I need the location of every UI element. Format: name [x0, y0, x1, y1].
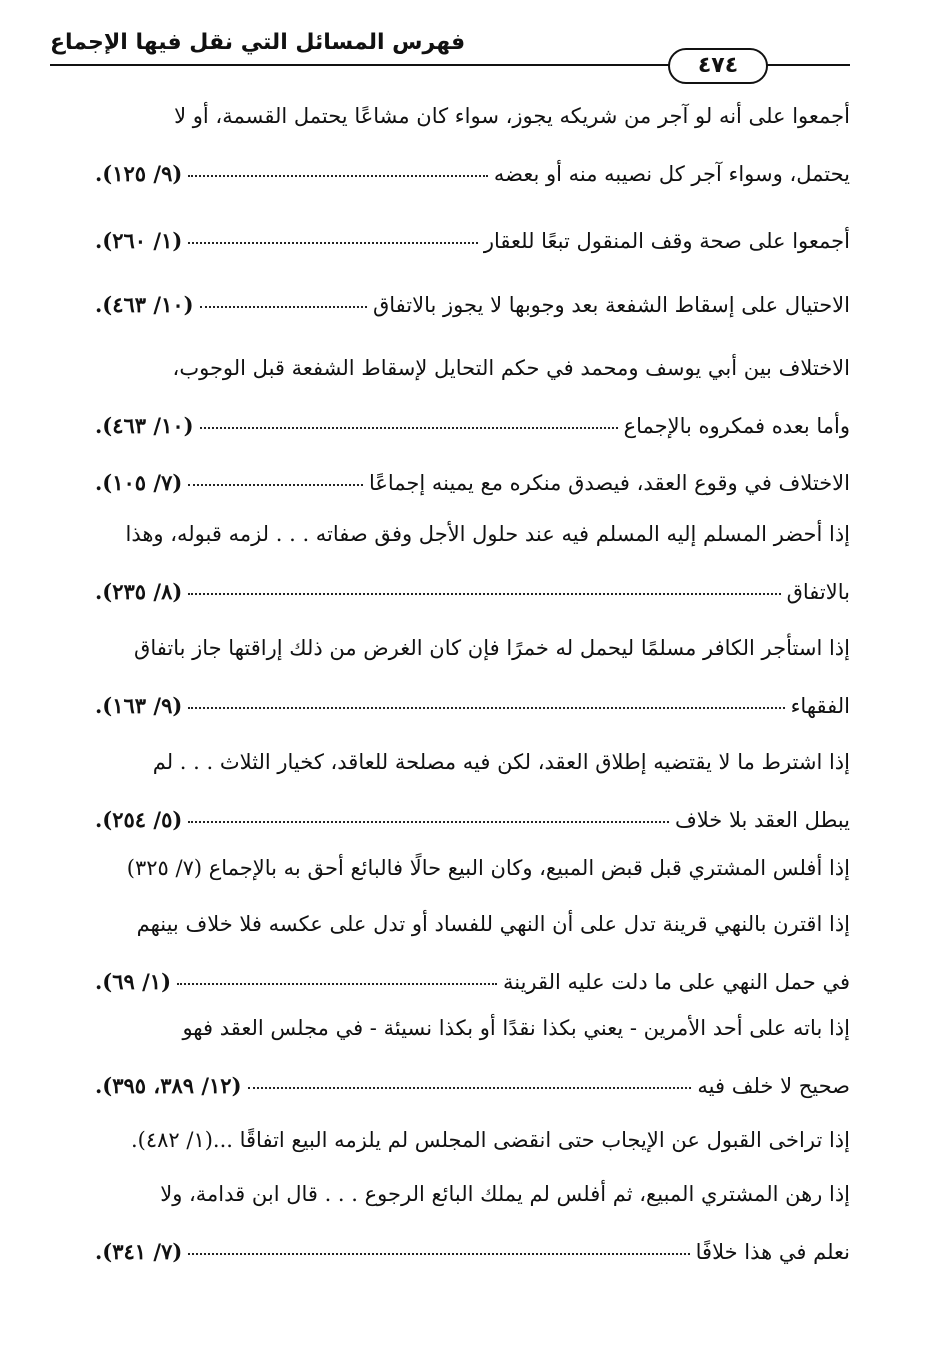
dotted-leader — [248, 1087, 692, 1089]
entry-text: إذا اقترن بالنهي قرينة تدل على أن النهي للفساد أو تدل على عكسه فلا خلاف بينهم — [136, 912, 850, 936]
entry-text: نعلم في هذا خلافًا — [695, 1240, 850, 1264]
dotted-leader — [188, 175, 488, 177]
entry-text: الاختلاف في وقوع العقد، فيصدق منكره مع يمينه إجماعًا — [368, 471, 850, 495]
entry-line — [95, 468, 850, 498]
entry-text: أجمعوا على صحة وقف المنقول تبعًا للعقار — [483, 229, 850, 253]
entry-line — [95, 290, 850, 320]
entry-line — [95, 354, 850, 383]
dotted-leader — [177, 983, 497, 985]
entry-line — [95, 910, 850, 939]
volume-page-reference: (١/ ٦٩). — [95, 969, 172, 994]
entry-line — [95, 577, 850, 607]
entry-text: الفقهاء — [790, 694, 850, 718]
entry-line — [95, 102, 850, 131]
entry-text: صحيح لا خلف فيه — [697, 1074, 850, 1098]
entry-line — [95, 520, 850, 549]
entry-line — [95, 967, 850, 997]
entry-text: بالاتفاق — [786, 580, 850, 604]
header-title: فهرس المسائل التي نقل فيها الإجماع — [50, 30, 466, 55]
dotted-leader — [200, 427, 618, 429]
dotted-leader — [188, 1253, 689, 1255]
dotted-leader — [188, 707, 784, 709]
entry-line — [95, 1180, 850, 1209]
entry-line — [95, 634, 850, 663]
entry-text: يبطل العقد بلا خلاف — [674, 808, 850, 832]
entry-line — [95, 748, 850, 777]
entry-line — [95, 226, 850, 256]
entry-line — [95, 805, 850, 835]
dotted-leader — [188, 242, 478, 244]
entry-text: إذا أحضر المسلم إليه المسلم فيه عند حلول الأجل وفق صفاته . . . لزمه قبوله، وهذا — [125, 522, 850, 546]
entry-text: إذا استأجر الكافر مسلمًا ليحمل له خمرًا فإن كان الغرض من ذلك إراقتها جاز باتفاق — [134, 636, 850, 660]
volume-page-reference: (١/ ٢٦٠). — [95, 228, 183, 253]
volume-page-reference: (١٢/ ٣٨٩، ٣٩٥). — [95, 1073, 242, 1098]
entry-text: إذا رهن المشتري المبيع، ثم أفلس لم يملك البائع الرجوع . . . قال ابن قدامة، ولا — [160, 1182, 850, 1206]
entry-text: وأما بعده فمكروه بالإجماع — [623, 414, 850, 438]
volume-page-reference: (٧/ ١٠٥). — [95, 470, 183, 495]
dotted-leader — [188, 593, 780, 595]
entry-line — [95, 1014, 850, 1043]
dotted-leader — [188, 821, 669, 823]
entry-text: الاحتيال على إسقاط الشفعة بعد وجوبها لا يجوز بالاتفاق — [372, 293, 850, 317]
entry-text: إذا تراخى القبول عن الإيجاب حتى انقضى المجلس لم يلزمه البيع اتفاقًا ...(١/ ٤٨٢). — [130, 1128, 850, 1152]
entry-text: يحتمل، وسواء آجر كل نصيبه منه أو بعضه — [493, 162, 850, 186]
entry-text: إذا اشترط ما لا يقتضيه إطلاق العقد، لكن فيه مصلحة للعاقد، كخيار الثلاث . . . لم — [152, 750, 850, 774]
entry-line — [95, 1237, 850, 1267]
dotted-leader — [200, 306, 367, 308]
page-header — [50, 20, 850, 80]
volume-page-reference: (١٠/ ٤٦٣). — [95, 292, 194, 317]
dotted-leader — [188, 484, 363, 486]
entry-line — [95, 159, 850, 189]
entry-line — [95, 1071, 850, 1101]
entry-line — [95, 854, 850, 883]
entry-text: في حمل النهي على ما دلت عليه القرينة — [502, 970, 850, 994]
volume-page-reference: (٥/ ٢٥٤). — [95, 807, 183, 832]
entry-text: الاختلاف بين أبي يوسف ومحمد في حكم التحايل لإسقاط الشفعة قبل الوجوب، — [172, 356, 850, 380]
entry-line — [95, 411, 850, 441]
volume-page-reference: (٩/ ١٦٣). — [95, 693, 183, 718]
volume-page-reference: (٧/ ٣٤١). — [95, 1239, 183, 1264]
entry-line — [95, 1126, 850, 1155]
entry-line — [95, 691, 850, 721]
volume-page-reference: (٩/ ١٢٥). — [95, 161, 183, 186]
page-number-badge: ٤٧٤ — [668, 48, 768, 84]
entry-text: أجمعوا على أنه لو آجر من شريكه يجوز، سواء كان مشاعًا يحتمل القسمة، أو لا — [174, 104, 850, 128]
entry-text: إذا أفلس المشتري قبل قبض المبيع، وكان البيع حالًا فالبائع أحق به بالإجماع (٧/ ٣٢٥) — [126, 856, 850, 880]
volume-page-reference: (١٠/ ٤٦٣). — [95, 413, 194, 438]
entry-text: إذا باته على أحد الأمرين - يعني بكذا نقدًا أو بكذا نسيئة - في مجلس العقد فهو — [182, 1016, 850, 1040]
volume-page-reference: (٨/ ٢٣٥). — [95, 579, 183, 604]
